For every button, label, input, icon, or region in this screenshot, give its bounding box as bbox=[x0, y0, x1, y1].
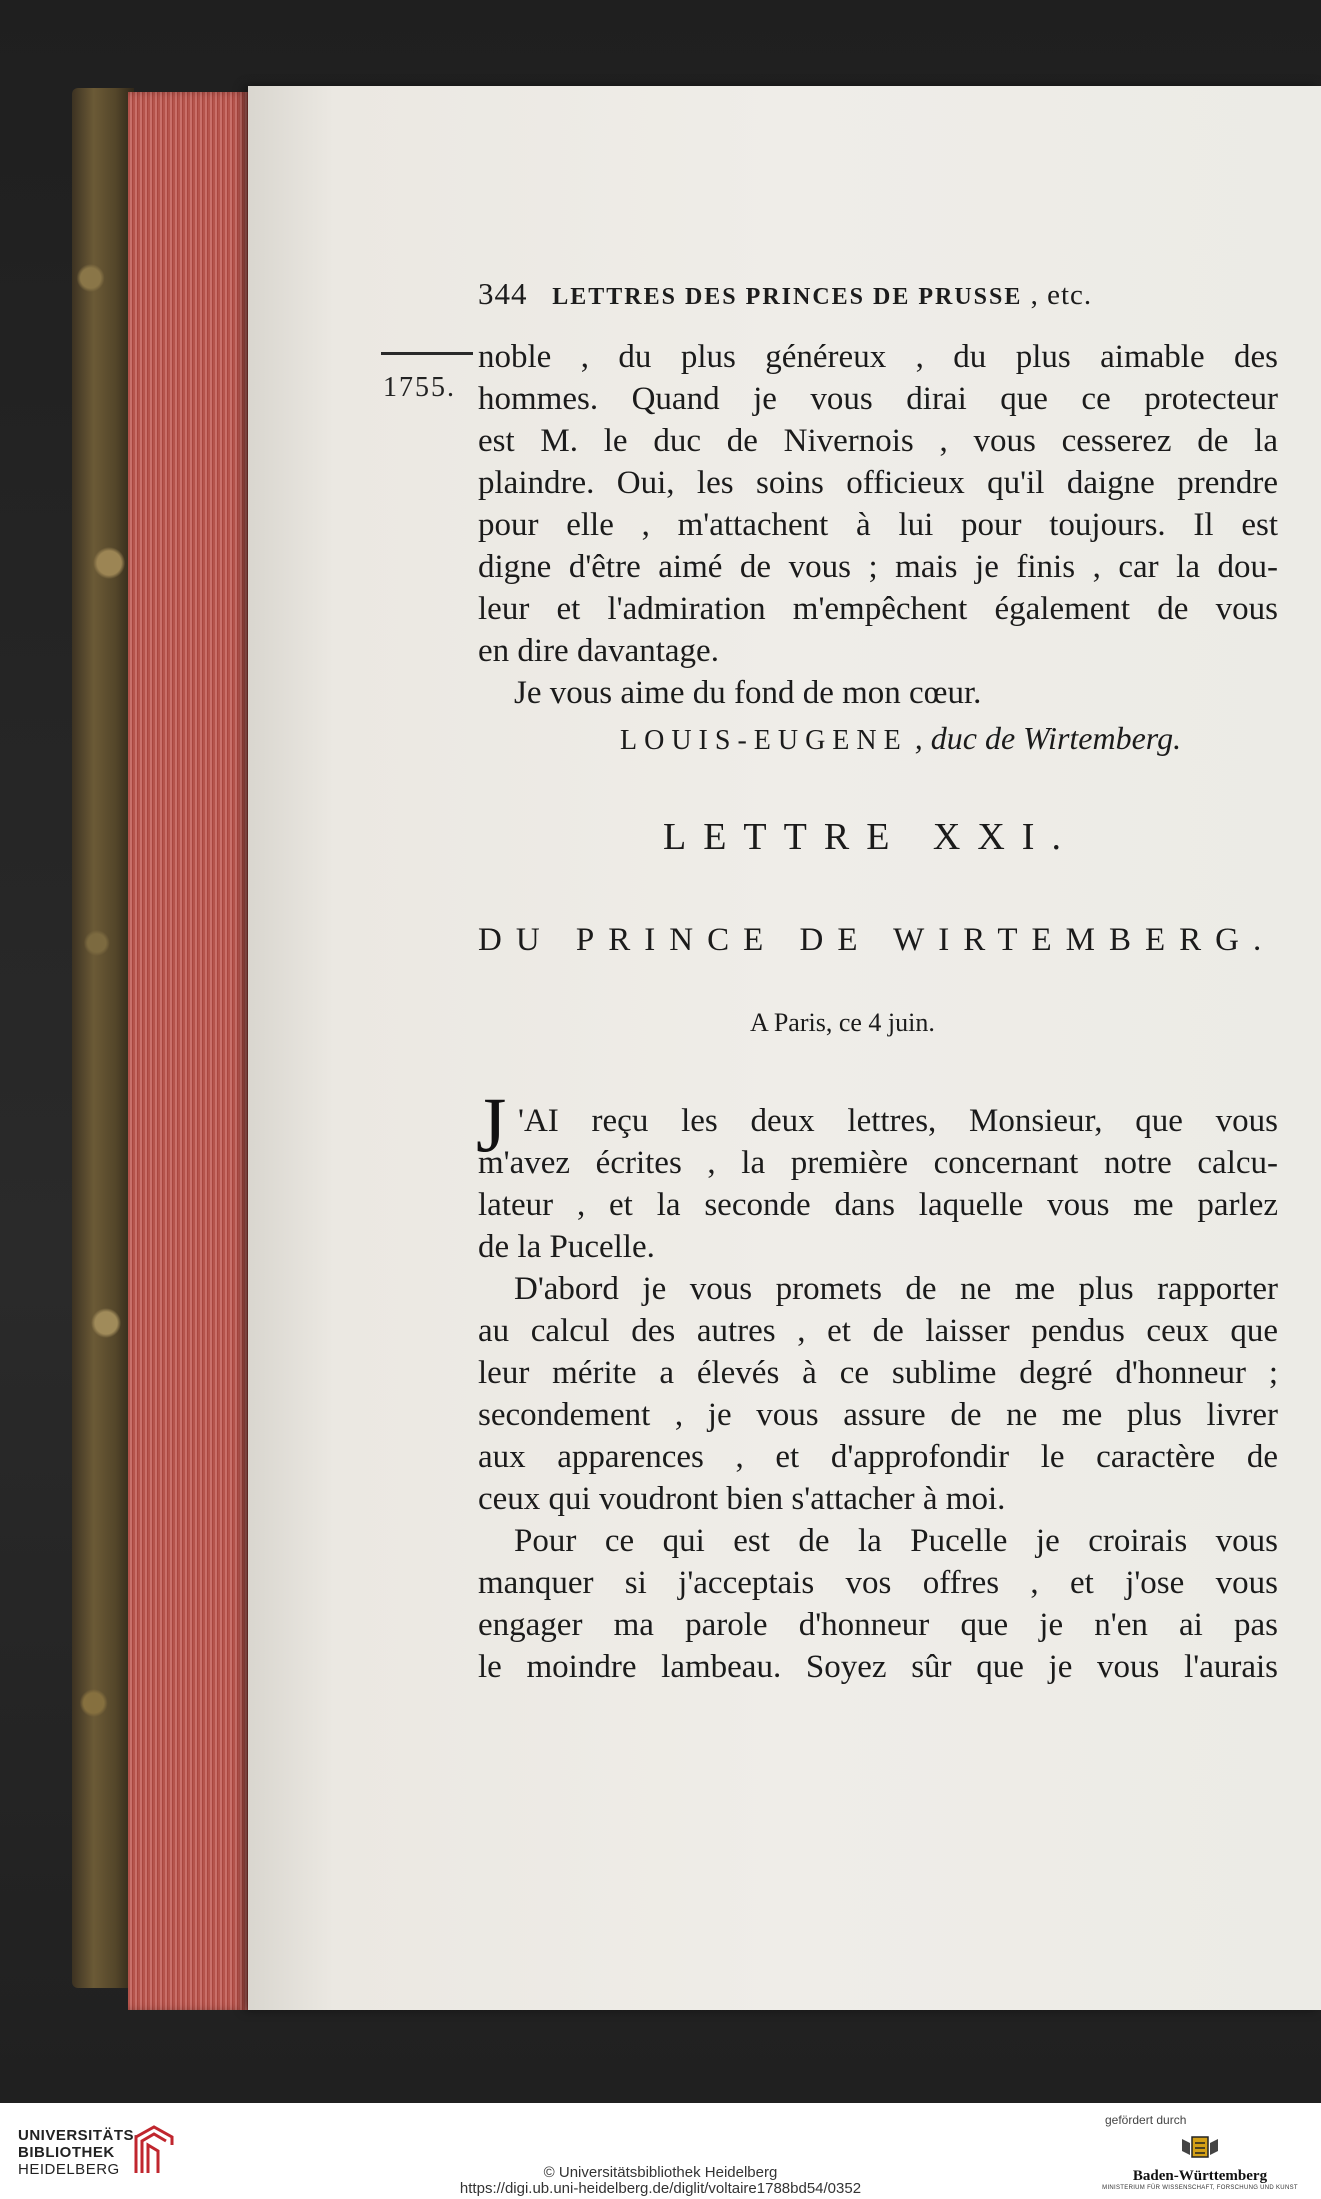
text-line: engager ma parole d'honneur que je n'en ai pas bbox=[478, 1607, 1278, 1643]
text-line: Pour ce qui est de la Pucelle je croirais vous bbox=[514, 1523, 1278, 1559]
text-line: secondement , je vous assure de ne me plus livrer bbox=[478, 1397, 1278, 1433]
text-line: pour elle , m'attachent à lui pour toujours. Il est bbox=[478, 507, 1278, 543]
text-line: 'AI reçu les deux lettres, Monsieur, que vous bbox=[518, 1103, 1278, 1139]
text-line: en dire davantage. bbox=[478, 633, 719, 669]
text-line: le moindre lambeau. Soyez sûr que je vous l'aurais bbox=[478, 1649, 1278, 1685]
paragraph-2 bbox=[478, 1142, 1278, 1688]
viewer-footer bbox=[0, 2103, 1321, 2199]
copyright-text: © Universitätsbibliothek Heidelberg bbox=[543, 2164, 778, 2181]
funder-name: Baden-Württemberg bbox=[1132, 2168, 1268, 2184]
signature bbox=[620, 720, 1181, 757]
running-suffix: , etc. bbox=[1030, 279, 1093, 311]
margin-year: 1755. bbox=[383, 372, 456, 403]
permalink-url[interactable]: https://digi.ub.uni-heidelberg.de/diglit/voltaire1788bd54/0352 bbox=[459, 2180, 862, 2197]
text-line: leur et l'admiration m'empêchent également de vous bbox=[478, 591, 1278, 627]
paragraph-2-first-line bbox=[518, 1100, 1278, 1142]
dateline: A Paris, ce 4 juin. bbox=[750, 1008, 935, 1037]
running-title: LETTRES DES PRINCES DE PRUSSE bbox=[552, 284, 1023, 310]
text-line: aux apparences , et d'approfondir le caractère de bbox=[478, 1439, 1278, 1475]
signature-name: LOUIS-EUGENE bbox=[620, 725, 908, 756]
coat-of-arms-icon bbox=[1178, 2133, 1222, 2161]
text-line: de la Pucelle. bbox=[478, 1229, 655, 1265]
text-line: est M. le duc de Nivernois , vous cesserez de la bbox=[478, 423, 1278, 459]
paragraph-1 bbox=[478, 336, 1278, 714]
library-name-line: BIBLIOTHEK bbox=[18, 2144, 115, 2161]
margin-rule bbox=[381, 352, 473, 355]
funder-ministry: MINISTERIUM FÜR WISSENSCHAFT, FORSCHUNG UND KUNST bbox=[1102, 2185, 1298, 2191]
closing-line: Je vous aime du fond de mon cœur. bbox=[514, 675, 982, 711]
text-line: au calcul des autres , et de laisser pendus ceux que bbox=[478, 1313, 1278, 1349]
signature-title: , duc de Wirtemberg. bbox=[914, 720, 1182, 756]
red-page-edges bbox=[128, 92, 250, 2010]
text-line: noble , du plus généreux , du plus aimable des bbox=[478, 339, 1278, 375]
text-line: hommes. Quand je vous dirai que ce protecteur bbox=[478, 381, 1278, 417]
text-line: lateur , et la seconde dans laquelle vous me parlez bbox=[478, 1187, 1278, 1223]
page-number: 344 bbox=[478, 276, 528, 311]
running-head bbox=[478, 276, 1243, 312]
text-line: m'avez écrites , la première concernant notre calcu- bbox=[478, 1145, 1278, 1181]
text-line: manquer si j'acceptais vos offres , et j'ose vous bbox=[478, 1565, 1278, 1601]
from-heading: DU PRINCE DE WIRTEMBERG. bbox=[478, 922, 1276, 958]
funded-by-label: gefördert durch bbox=[1105, 2113, 1187, 2127]
text-line: D'abord je vous promets de ne me plus rapporter bbox=[514, 1271, 1278, 1307]
letter-heading: LETTRE XXI. bbox=[663, 816, 1078, 858]
library-name-line: UNIVERSITÄTS- bbox=[18, 2127, 140, 2144]
marbled-cover-edge bbox=[72, 88, 134, 1988]
drop-cap: J bbox=[476, 1081, 507, 1168]
text-line: digne d'être aimé de vous ; mais je finis , car la dou- bbox=[478, 549, 1278, 585]
funder-logo[interactable] bbox=[1095, 2113, 1305, 2191]
text-line: leur mérite a élevés à ce sublime degré d'honneur ; bbox=[478, 1355, 1278, 1391]
text-line: ceux qui voudront bien s'attacher à moi. bbox=[478, 1481, 1006, 1517]
text-line: plaindre. Oui, les soins officieux qu'il daigne prendre bbox=[478, 465, 1278, 501]
library-name-line: HEIDELBERG bbox=[18, 2161, 120, 2178]
